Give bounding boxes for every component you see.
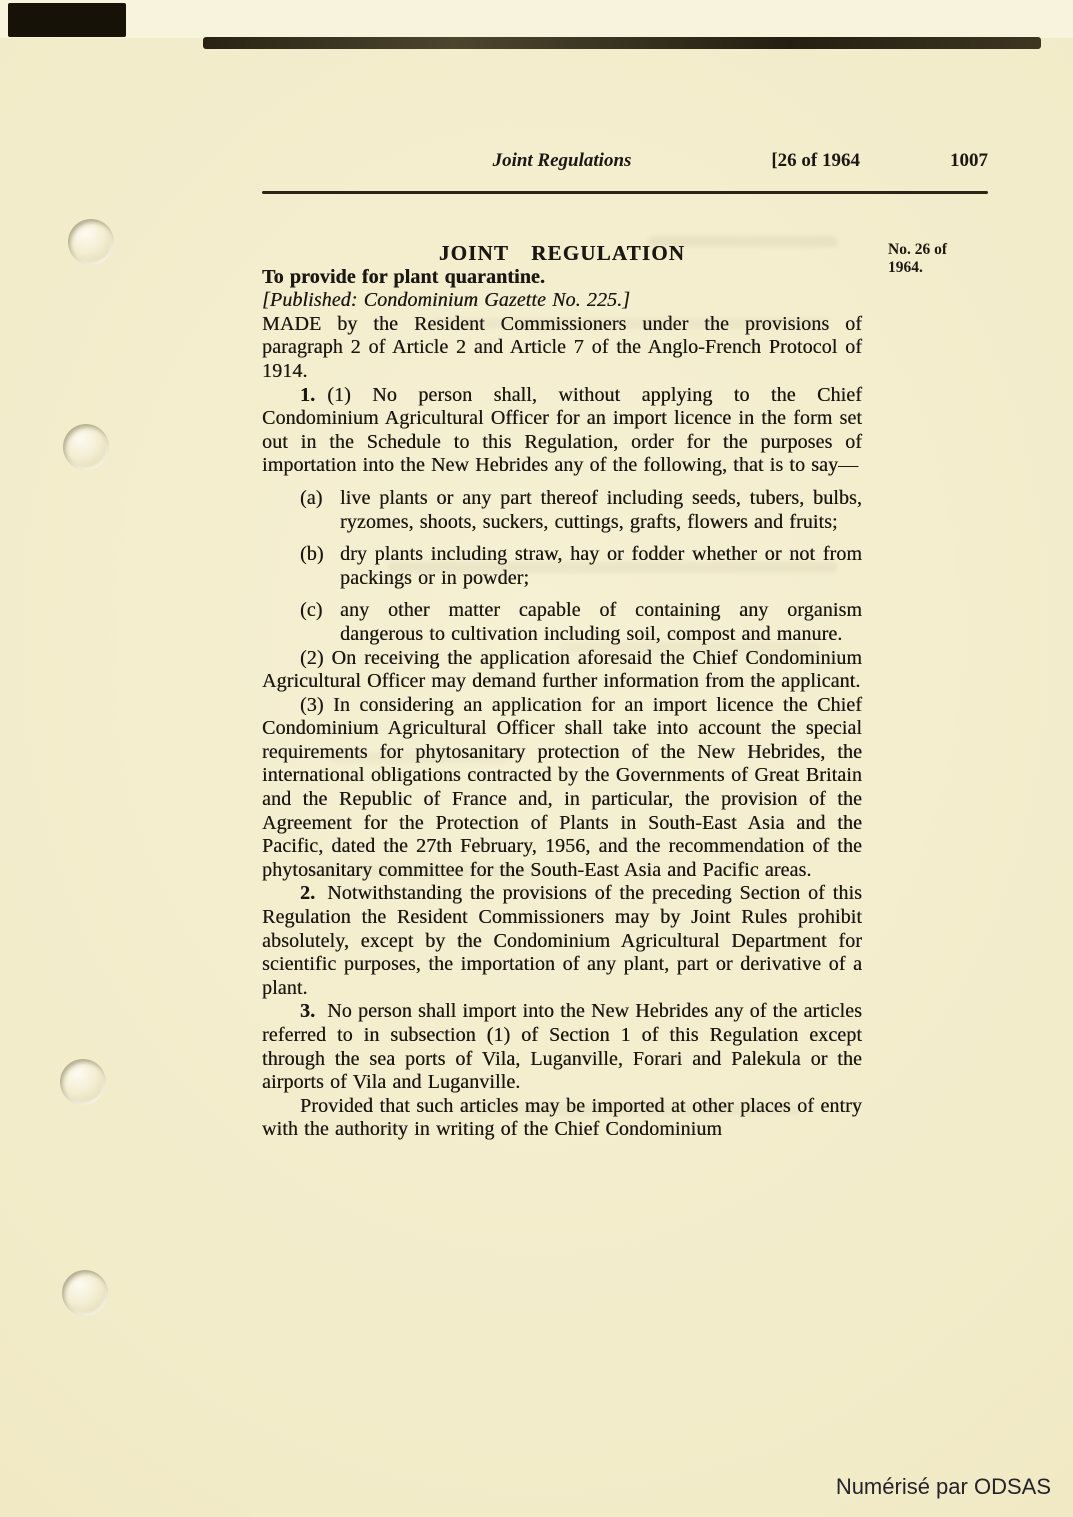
document-body bbox=[262, 242, 862, 1142]
list-item-b-label: (b) bbox=[300, 543, 324, 566]
punch-hole bbox=[62, 1270, 108, 1316]
list-item-a-text: live plants or any part thereof including seeds, tubers, bulbs, ryzomes, shoots, suckers, cuttings, grafts, flowers and fruits; bbox=[340, 486, 862, 533]
published-line: [Published: Condominium Gazette No. 225.] bbox=[262, 289, 631, 312]
scan-edge-band bbox=[0, 0, 1073, 38]
margin-note: No. 26 of 1964. bbox=[888, 241, 947, 276]
header-rule bbox=[262, 191, 988, 194]
issue-number: [26 of 1964 bbox=[771, 150, 860, 171]
punch-hole bbox=[63, 424, 109, 470]
list-item-c-label: (c) bbox=[300, 599, 323, 622]
section-1-intro-text: (1) No person shall, without applying to the Chief Condominium Agricultural Officer for an import licence in the form set out in the Schedule to this Regulation, order for the purposes of importation into the New Hebrides any of the following, that is to say— bbox=[262, 383, 862, 477]
page-header bbox=[262, 150, 988, 176]
section-2 bbox=[262, 882, 862, 1000]
section-1-number: 1. bbox=[300, 383, 316, 406]
list-item-b-text: dry plants including straw, hay or fodder whether or not from packings or in powder; bbox=[340, 543, 862, 589]
list-item-c bbox=[262, 599, 862, 646]
section-3-number: 3. bbox=[300, 1000, 316, 1023]
list-item-b bbox=[262, 543, 862, 590]
section-1-para-3: (3) In considering an application for an import licence the Chief Condominium Agricultural Officer shall take into account the special requirements for phytosanitary protection of the New Hebrides, the international obligations contracted by the Governments of Great Britain and the Republic of France and, in particular, the provision of the Agreement for the Protection of Plants in South-East Asia and the Pacific, dated the 27th February, 1956, and the recommendation of the phytosanitary committee for the South-East Asia and Pacific areas. bbox=[262, 693, 862, 881]
regulation-title: JOINT REGULATION bbox=[438, 241, 686, 265]
preamble-paragraph: MADE by the Resident Commissioners under the provisions of paragraph 2 of Article 2 and Article 7 of the Anglo-French Protocol of 1914. bbox=[262, 312, 862, 382]
section-2-number: 2. bbox=[300, 882, 316, 905]
scan-artifact-corner bbox=[8, 3, 126, 37]
scan-credit: Numérisé par ODSAS bbox=[835, 1474, 1051, 1499]
punch-hole bbox=[68, 219, 114, 265]
scan-artifact-strip bbox=[203, 37, 1041, 49]
list-item-c-text: any other matter capable of containing any organism dangerous to cultivation including soil, compost and manure. bbox=[340, 599, 862, 645]
page-number: 1007 bbox=[950, 150, 988, 171]
proviso-paragraph: Provided that such articles may be imported at other places of entry with the authority in writing of the Chief Condominium bbox=[262, 1094, 862, 1141]
list-item-a-label: (a) bbox=[300, 486, 323, 509]
section-1-para-2: (2) On receiving the application aforesaid the Chief Condominium Agricultural Officer may demand further information from the applicant. bbox=[262, 646, 862, 693]
journal-title: Joint Regulations bbox=[492, 150, 632, 171]
section-2-text: Notwithstanding the provisions of the preceding Section of this Regulation the Resident Commissioners may by Joint Rules prohibit absolutely, except by the Condominium Agricultural Department for scientific purposes, the importation of any plant, part or derivative of a plant. bbox=[262, 882, 862, 999]
section-3 bbox=[262, 1000, 862, 1094]
section-1-intro bbox=[262, 384, 862, 478]
purpose-line: To provide for plant quarantine. bbox=[262, 265, 546, 288]
punch-hole bbox=[60, 1059, 106, 1105]
section-3-text: No person shall import into the New Hebrides any of the articles referred to in subsection (1) of Section 1 of this Regulation except through the sea ports of Vila, Luganville, Forari and Palekula or the airports of Vila and Luganville. bbox=[262, 1000, 862, 1094]
list-item-a bbox=[262, 487, 862, 534]
